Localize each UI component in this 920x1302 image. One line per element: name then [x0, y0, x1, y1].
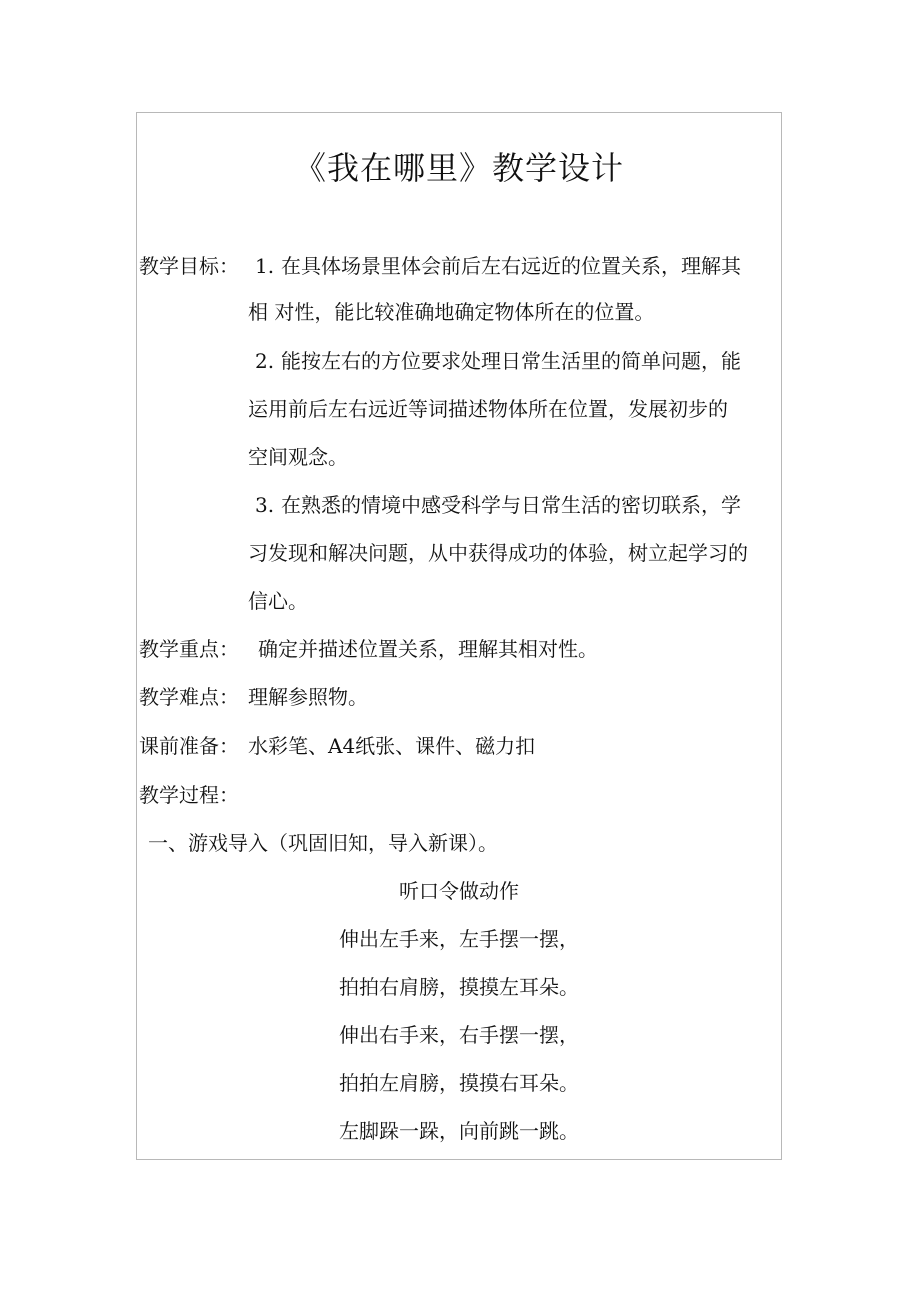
key-point-label: 教学重点：	[139, 637, 239, 661]
preparation-text: 水彩笔、A4纸张、课件、磁力扣	[248, 734, 536, 758]
process-label: 教学过程：	[139, 783, 239, 807]
objective-1-line-2: 相 对性，能比较准确地确定物体所在的位置。	[248, 300, 655, 324]
document-title: 《我在哪里》教学设计	[293, 149, 624, 187]
objective-2-line-3: 空间观念。	[248, 445, 348, 469]
objective-1-line-1	[255, 251, 741, 281]
difficulty-text: 理解参照物。	[248, 685, 368, 709]
objective-3-text: 在熟悉的情境中感受科学与日常生活的密切联系，学	[281, 493, 741, 517]
rhyme-title: 听口令做动作	[399, 879, 519, 903]
objective-3-line-3: 信心。	[248, 589, 308, 613]
objective-2-number: 2.	[255, 349, 275, 373]
rhyme-line-4: 拍拍左肩膀，摸摸右耳朵。	[339, 1071, 579, 1095]
objective-2-line-2: 运用前后左右远近等词描述物体所在位置，发展初步的	[248, 397, 728, 421]
objective-1-text: 在具体场景里体会前后左右远近的位置关系，理解其	[281, 254, 741, 278]
objective-2-text: 能按左右的方位要求处理日常生活里的简单问题，能	[281, 349, 741, 373]
preparation-label: 课前准备：	[139, 734, 239, 758]
key-point-text: 确定并描述位置关系，理解其相对性。	[258, 637, 598, 661]
objective-3-line-1	[255, 490, 741, 520]
objective-2-line-1	[255, 346, 741, 376]
rhyme-line-1: 伸出左手来，左手摆一摆，	[339, 927, 579, 951]
objective-1-number: 1.	[255, 254, 275, 278]
objective-3-line-2: 习发现和解决问题，从中获得成功的体验，树立起学习的	[248, 541, 748, 565]
difficulty-label: 教学难点：	[139, 685, 239, 709]
rhyme-line-3: 伸出右手来，右手摆一摆，	[339, 1023, 579, 1047]
rhyme-line-2: 拍拍右肩膀，摸摸左耳朵。	[339, 975, 579, 999]
objective-3-number: 3.	[255, 493, 275, 517]
rhyme-line-5: 左脚跺一跺，向前跳一跳。	[339, 1119, 579, 1143]
objectives-label: 教学目标：	[139, 254, 239, 278]
section-one-heading: 一、游戏导入（巩固旧知，导入新课）。	[148, 831, 498, 855]
